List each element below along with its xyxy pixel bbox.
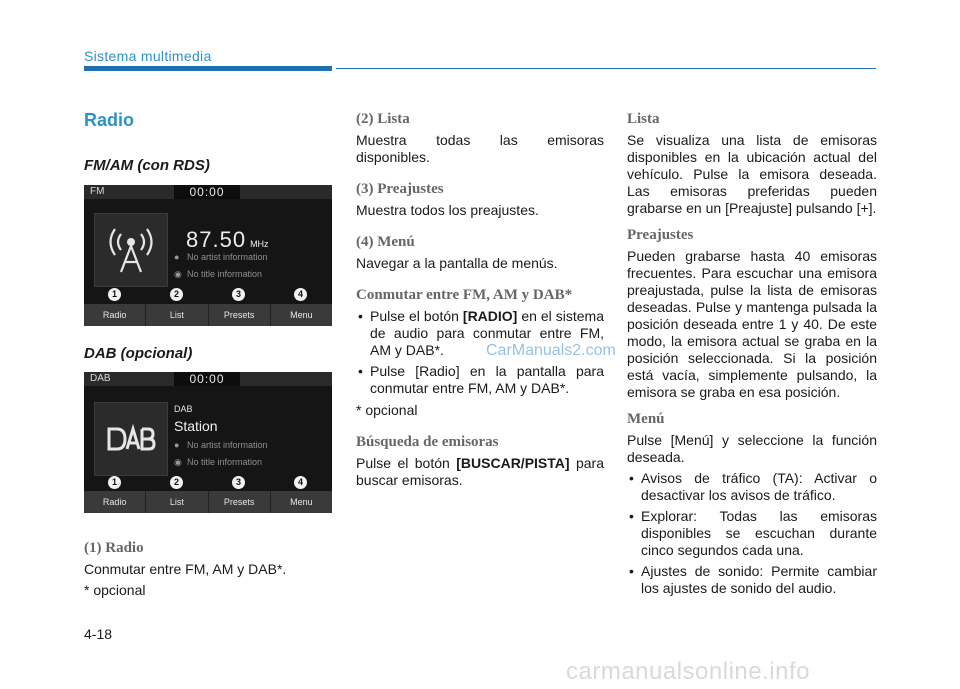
tab-list[interactable]: List — [146, 304, 208, 326]
callout-2: 2 — [170, 476, 183, 489]
callout-1: 1 — [108, 288, 121, 301]
radio-antenna-icon — [94, 213, 168, 287]
list-item: • Avisos de tráfico (TA): Activar o desactivar los avisos de tráfico. — [627, 470, 877, 504]
page-heading: Radio — [84, 110, 135, 130]
preajustes-heading: (3) Preajustes — [356, 181, 444, 197]
header-bar — [84, 66, 332, 71]
callout-1: 1 — [108, 476, 121, 489]
fm-band-label: FM — [90, 186, 105, 197]
menu-paragraph: Navegar a la pantalla de menús. — [356, 255, 558, 271]
tab-presets[interactable]: Presets — [209, 304, 271, 326]
frequency-unit: MHz — [250, 239, 269, 249]
busqueda-text: para buscar emisoras. — [356, 455, 604, 488]
preajustes-paragraph: Pueden grabarse hasta 40 emisoras frecuentes. Para escuchar una emisora preajustada, pulse la lista de emisoras deseadas. Pulse y mantenga pulsada la posición deseada entre 1 y 40. De este modo, la emisora actual se graba en la posición seleccionada. Si la posición está vacía, simplemente pulsando, la emisora se graba en esa posición. — [627, 248, 877, 400]
dab-subheading: DAB (opcional) — [84, 345, 193, 362]
list-item: • Explorar: Todas las emisoras disponibles se escuchan durante cinco segundos cada una. — [627, 508, 877, 559]
lista-paragraph: Se visualiza una lista de emisoras disponibles en la ubicación actual del vehículo. Pulse la emisora deseada. Las emisoras preferidas pueden grabarse en un [Preajuste] pulsando [+]. — [627, 132, 877, 216]
menu-heading: Menú — [627, 411, 665, 427]
person-icon: ● — [174, 252, 180, 262]
person-icon: ● — [174, 440, 180, 450]
tab-menu[interactable]: Menu — [290, 497, 313, 507]
fm-clock: 00:00 — [174, 185, 240, 199]
lista-paragraph: Muestra todas las emisoras disponibles. — [356, 132, 604, 165]
menu-heading: (4) Menú — [356, 234, 415, 250]
callout-2: 2 — [170, 288, 183, 301]
section-title: Sistema multimedia — [84, 48, 212, 64]
callout-4: 4 — [294, 288, 307, 301]
dab-logo-icon — [94, 402, 168, 476]
callout-4: 4 — [294, 476, 307, 489]
radio-paragraph: Conmutar entre FM, AM y DAB*. — [84, 561, 287, 577]
busqueda-heading: Búsqueda de emisoras — [356, 434, 499, 450]
preajustes-heading: Preajustes — [627, 227, 694, 243]
fm-subheading: FM/AM (con RDS) — [84, 157, 210, 174]
tab-list[interactable]: List — [146, 491, 208, 513]
menu-paragraph: Pulse [Menú] y seleccione la función deseada. — [627, 432, 877, 465]
dab-title-info — [174, 457, 262, 468]
radio-note: * opcional — [84, 582, 146, 598]
list-item: • Pulse [Radio] en la pantalla para conmutar entre FM, AM y DAB*. — [356, 363, 604, 397]
dab-artist-info — [174, 440, 268, 450]
busqueda-text: Pulse el botón — [356, 455, 457, 471]
dab-tab-bar — [84, 491, 332, 513]
col2-text — [356, 111, 604, 489]
fm-title-info — [174, 269, 262, 280]
dab-screen — [84, 372, 332, 513]
header-rule — [336, 68, 876, 69]
bullet-text: en el sistema de audio para conmutar entre FM, AM y DAB*. — [370, 308, 604, 358]
disc-icon: ◉ — [174, 269, 182, 279]
tab-radio[interactable]: Radio — [84, 304, 146, 326]
page-number: 4-18 — [84, 626, 113, 642]
dab-small-label: DAB — [174, 404, 193, 414]
artist-text: No artist information — [187, 252, 268, 262]
disc-icon: ◉ — [174, 457, 182, 467]
busqueda-paragraph — [356, 455, 604, 489]
fm-tab-bar — [84, 304, 332, 326]
lista-heading: Lista — [627, 111, 660, 127]
conmutar-note: * opcional — [356, 402, 418, 418]
title-text: No title information — [187, 457, 263, 467]
dab-band-label: DAB — [90, 373, 111, 384]
fm-screen — [84, 185, 332, 326]
list-item: • Ajustes de sonido: Permite cambiar los ajustes de sonido del audio. — [627, 563, 877, 597]
tab-menu[interactable]: Menu — [290, 310, 313, 320]
conmutar-heading: Conmutar entre FM, AM y DAB* — [356, 287, 573, 303]
dab-station: Station — [174, 418, 218, 434]
frequency-value: 87.50 — [186, 227, 247, 252]
preajustes-paragraph: Muestra todos los preajustes. — [356, 202, 539, 218]
radio-heading: (1) Radio — [84, 540, 144, 556]
title-text: No title information — [187, 269, 263, 279]
fm-frequency — [186, 227, 269, 253]
footer-watermark: carmanualsonline.info — [566, 658, 810, 685]
radio-button-ref: [RADIO] — [462, 308, 518, 324]
fm-artist-info — [174, 252, 268, 262]
artist-text: No artist information — [187, 440, 268, 450]
watermark: CarManuals2.com — [486, 342, 616, 359]
lista-heading: (2) Lista — [356, 111, 410, 127]
buscar-button-ref: [BUSCAR/PISTA] — [456, 455, 570, 471]
bullet-text: Pulse el botón — [370, 308, 463, 324]
col1-text — [84, 540, 332, 599]
col3-text — [627, 111, 877, 597]
menu-list — [627, 470, 877, 597]
dab-callouts — [84, 476, 332, 490]
fm-callouts — [84, 288, 332, 302]
tab-presets[interactable]: Presets — [209, 491, 271, 513]
callout-3: 3 — [232, 288, 245, 301]
callout-3: 3 — [232, 476, 245, 489]
dab-clock: 00:00 — [174, 372, 240, 386]
tab-radio[interactable]: Radio — [84, 491, 146, 513]
